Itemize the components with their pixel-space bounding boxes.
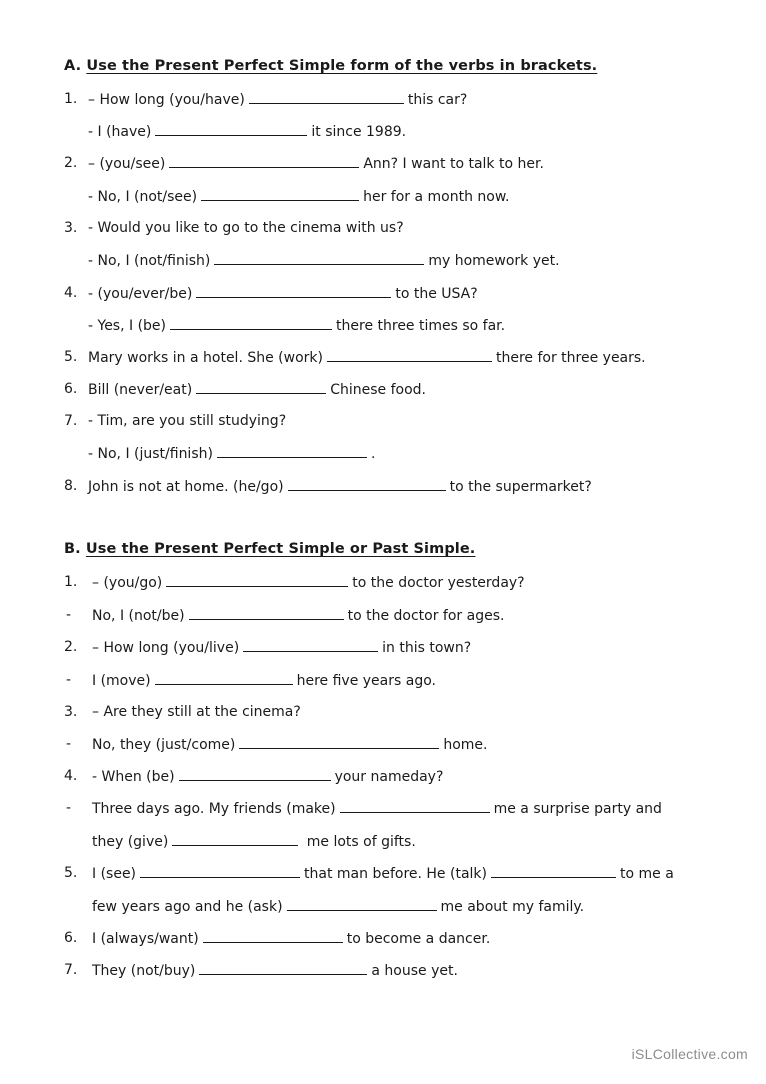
- line-text: me a surprise party and: [493, 801, 662, 817]
- line-text: to the supermarket?: [449, 479, 592, 495]
- line-text: to the USA?: [395, 286, 478, 302]
- line-content: [88, 90, 467, 109]
- answer-blank[interactable]: [140, 864, 300, 878]
- section-title: Use the Present Perfect Simple form of the verbs in brackets.: [86, 58, 598, 74]
- line-text: there three times so far.: [336, 318, 506, 334]
- line-text: Ann? I want to talk to her.: [363, 156, 544, 172]
- line-text: I (always/want): [92, 931, 199, 947]
- answer-blank[interactable]: [196, 380, 326, 394]
- line-content: [88, 154, 544, 173]
- line-text: in this town?: [382, 640, 472, 656]
- line-text: – How long (you/live): [92, 640, 240, 656]
- answer-blank[interactable]: [166, 573, 348, 587]
- line-content: [92, 864, 674, 883]
- section-b-heading: [64, 541, 475, 557]
- line-text: it since 1989.: [311, 124, 407, 140]
- line-text: - I (have): [88, 124, 152, 140]
- line-content: [92, 897, 584, 916]
- line-text: that man before. He (talk): [304, 866, 487, 882]
- line-content: [88, 477, 592, 496]
- answer-blank[interactable]: [189, 606, 344, 620]
- item-number: 1.: [64, 91, 78, 107]
- line-content: [88, 380, 426, 399]
- line-text: - When (be): [92, 769, 175, 785]
- line-content: [92, 767, 443, 786]
- line-text: home.: [443, 737, 488, 753]
- line-content: [92, 799, 662, 818]
- line-content: [88, 284, 478, 303]
- line-content: [88, 348, 646, 367]
- answer-blank[interactable]: [249, 90, 404, 104]
- item-number: 2.: [64, 155, 78, 171]
- line-content: [92, 929, 490, 948]
- dash-marker: -: [66, 800, 72, 816]
- line-text: - Tim, are you still studying?: [88, 413, 287, 429]
- line-text: – How long (you/have): [88, 92, 245, 108]
- line-text: Three days ago. My friends (make): [92, 801, 336, 817]
- line-text: me lots of gifts.: [302, 834, 416, 850]
- line-content: [92, 832, 416, 851]
- item-number: 2.: [64, 639, 78, 655]
- answer-blank[interactable]: [155, 671, 293, 685]
- answer-blank[interactable]: [340, 799, 490, 813]
- answer-blank[interactable]: [155, 122, 307, 136]
- section-title: Use the Present Perfect Simple or Past Simple.: [85, 541, 476, 557]
- answer-blank[interactable]: [170, 316, 332, 330]
- line-text: - No, I (not/finish): [88, 253, 211, 269]
- line-content: [92, 638, 471, 657]
- section-a-heading: [64, 58, 597, 74]
- line-text: - Yes, I (be): [88, 318, 167, 334]
- line-text: to me a: [620, 866, 674, 882]
- line-text: John is not at home. (he/go): [88, 479, 284, 495]
- line-content: [92, 703, 301, 721]
- dash-marker: -: [66, 672, 72, 688]
- line-text: to the doctor for ages.: [347, 608, 505, 624]
- answer-blank[interactable]: [217, 444, 367, 458]
- item-number: 1.: [64, 574, 78, 590]
- answer-blank[interactable]: [199, 961, 367, 975]
- line-text: .: [370, 446, 376, 462]
- line-text: to become a dancer.: [346, 931, 491, 947]
- answer-blank[interactable]: [196, 284, 391, 298]
- line-text: here five years ago.: [296, 673, 436, 689]
- answer-blank[interactable]: [203, 929, 343, 943]
- answer-blank[interactable]: [491, 864, 616, 878]
- section-letter: A.: [64, 58, 82, 74]
- line-content: [88, 251, 560, 270]
- line-content: [88, 219, 404, 237]
- answer-blank[interactable]: [179, 767, 331, 781]
- line-content: [88, 122, 406, 141]
- line-text: No, they (just/come): [92, 737, 236, 753]
- line-text: I (see): [92, 866, 137, 882]
- dash-marker: -: [66, 736, 72, 752]
- line-content: [92, 961, 458, 980]
- answer-blank[interactable]: [239, 735, 439, 749]
- line-content: [88, 444, 375, 463]
- line-text: her for a month now.: [363, 189, 510, 205]
- item-number: 5.: [64, 349, 78, 365]
- line-text: a house yet.: [371, 963, 458, 979]
- item-number: 3.: [64, 704, 78, 720]
- answer-blank[interactable]: [288, 477, 446, 491]
- line-content: [92, 671, 436, 690]
- watermark: iSLCollective.com: [631, 1046, 748, 1062]
- line-text: to the doctor yesterday?: [352, 575, 525, 591]
- line-text: your nameday?: [334, 769, 444, 785]
- answer-blank[interactable]: [327, 348, 492, 362]
- line-text: I (move): [92, 673, 151, 689]
- line-text: me about my family.: [440, 899, 585, 915]
- answer-blank[interactable]: [287, 897, 437, 911]
- item-number: 7.: [64, 413, 78, 429]
- item-number: 3.: [64, 220, 78, 236]
- answer-blank[interactable]: [243, 638, 378, 652]
- line-text: this car?: [407, 92, 468, 108]
- line-content: [92, 735, 488, 754]
- dash-marker: -: [66, 607, 72, 623]
- line-text: - (you/ever/be): [88, 286, 193, 302]
- line-text: – (you/see): [88, 156, 166, 172]
- answer-blank[interactable]: [201, 187, 359, 201]
- line-text: – Are they still at the cinema?: [92, 704, 301, 720]
- line-text: Bill (never/eat): [88, 382, 193, 398]
- answer-blank[interactable]: [169, 154, 359, 168]
- line-text: No, I (not/be): [92, 608, 185, 624]
- line-text: - No, I (not/see): [88, 189, 198, 205]
- line-text: They (not/buy): [92, 963, 196, 979]
- item-number: 6.: [64, 930, 78, 946]
- line-text: Chinese food.: [330, 382, 426, 398]
- line-text: my homework yet.: [428, 253, 560, 269]
- item-number: 5.: [64, 865, 78, 881]
- answer-blank[interactable]: [214, 251, 424, 265]
- line-content: [92, 573, 525, 592]
- line-text: Mary works in a hotel. She (work): [88, 350, 323, 366]
- line-content: [92, 606, 504, 625]
- line-text: - No, I (just/finish): [88, 446, 213, 462]
- item-number: 4.: [64, 285, 78, 301]
- line-text: they (give): [92, 834, 169, 850]
- line-text: - Would you like to go to the cinema with us?: [88, 220, 404, 236]
- item-number: 4.: [64, 768, 78, 784]
- answer-blank[interactable]: [172, 832, 298, 846]
- line-text: there for three years.: [495, 350, 646, 366]
- item-number: 8.: [64, 478, 78, 494]
- item-number: 7.: [64, 962, 78, 978]
- line-text: few years ago and he (ask): [92, 899, 283, 915]
- line-text: – (you/go): [92, 575, 163, 591]
- line-content: [88, 316, 505, 335]
- line-content: [88, 412, 286, 430]
- section-letter: B.: [64, 541, 81, 557]
- item-number: 6.: [64, 381, 78, 397]
- line-content: [88, 187, 509, 206]
